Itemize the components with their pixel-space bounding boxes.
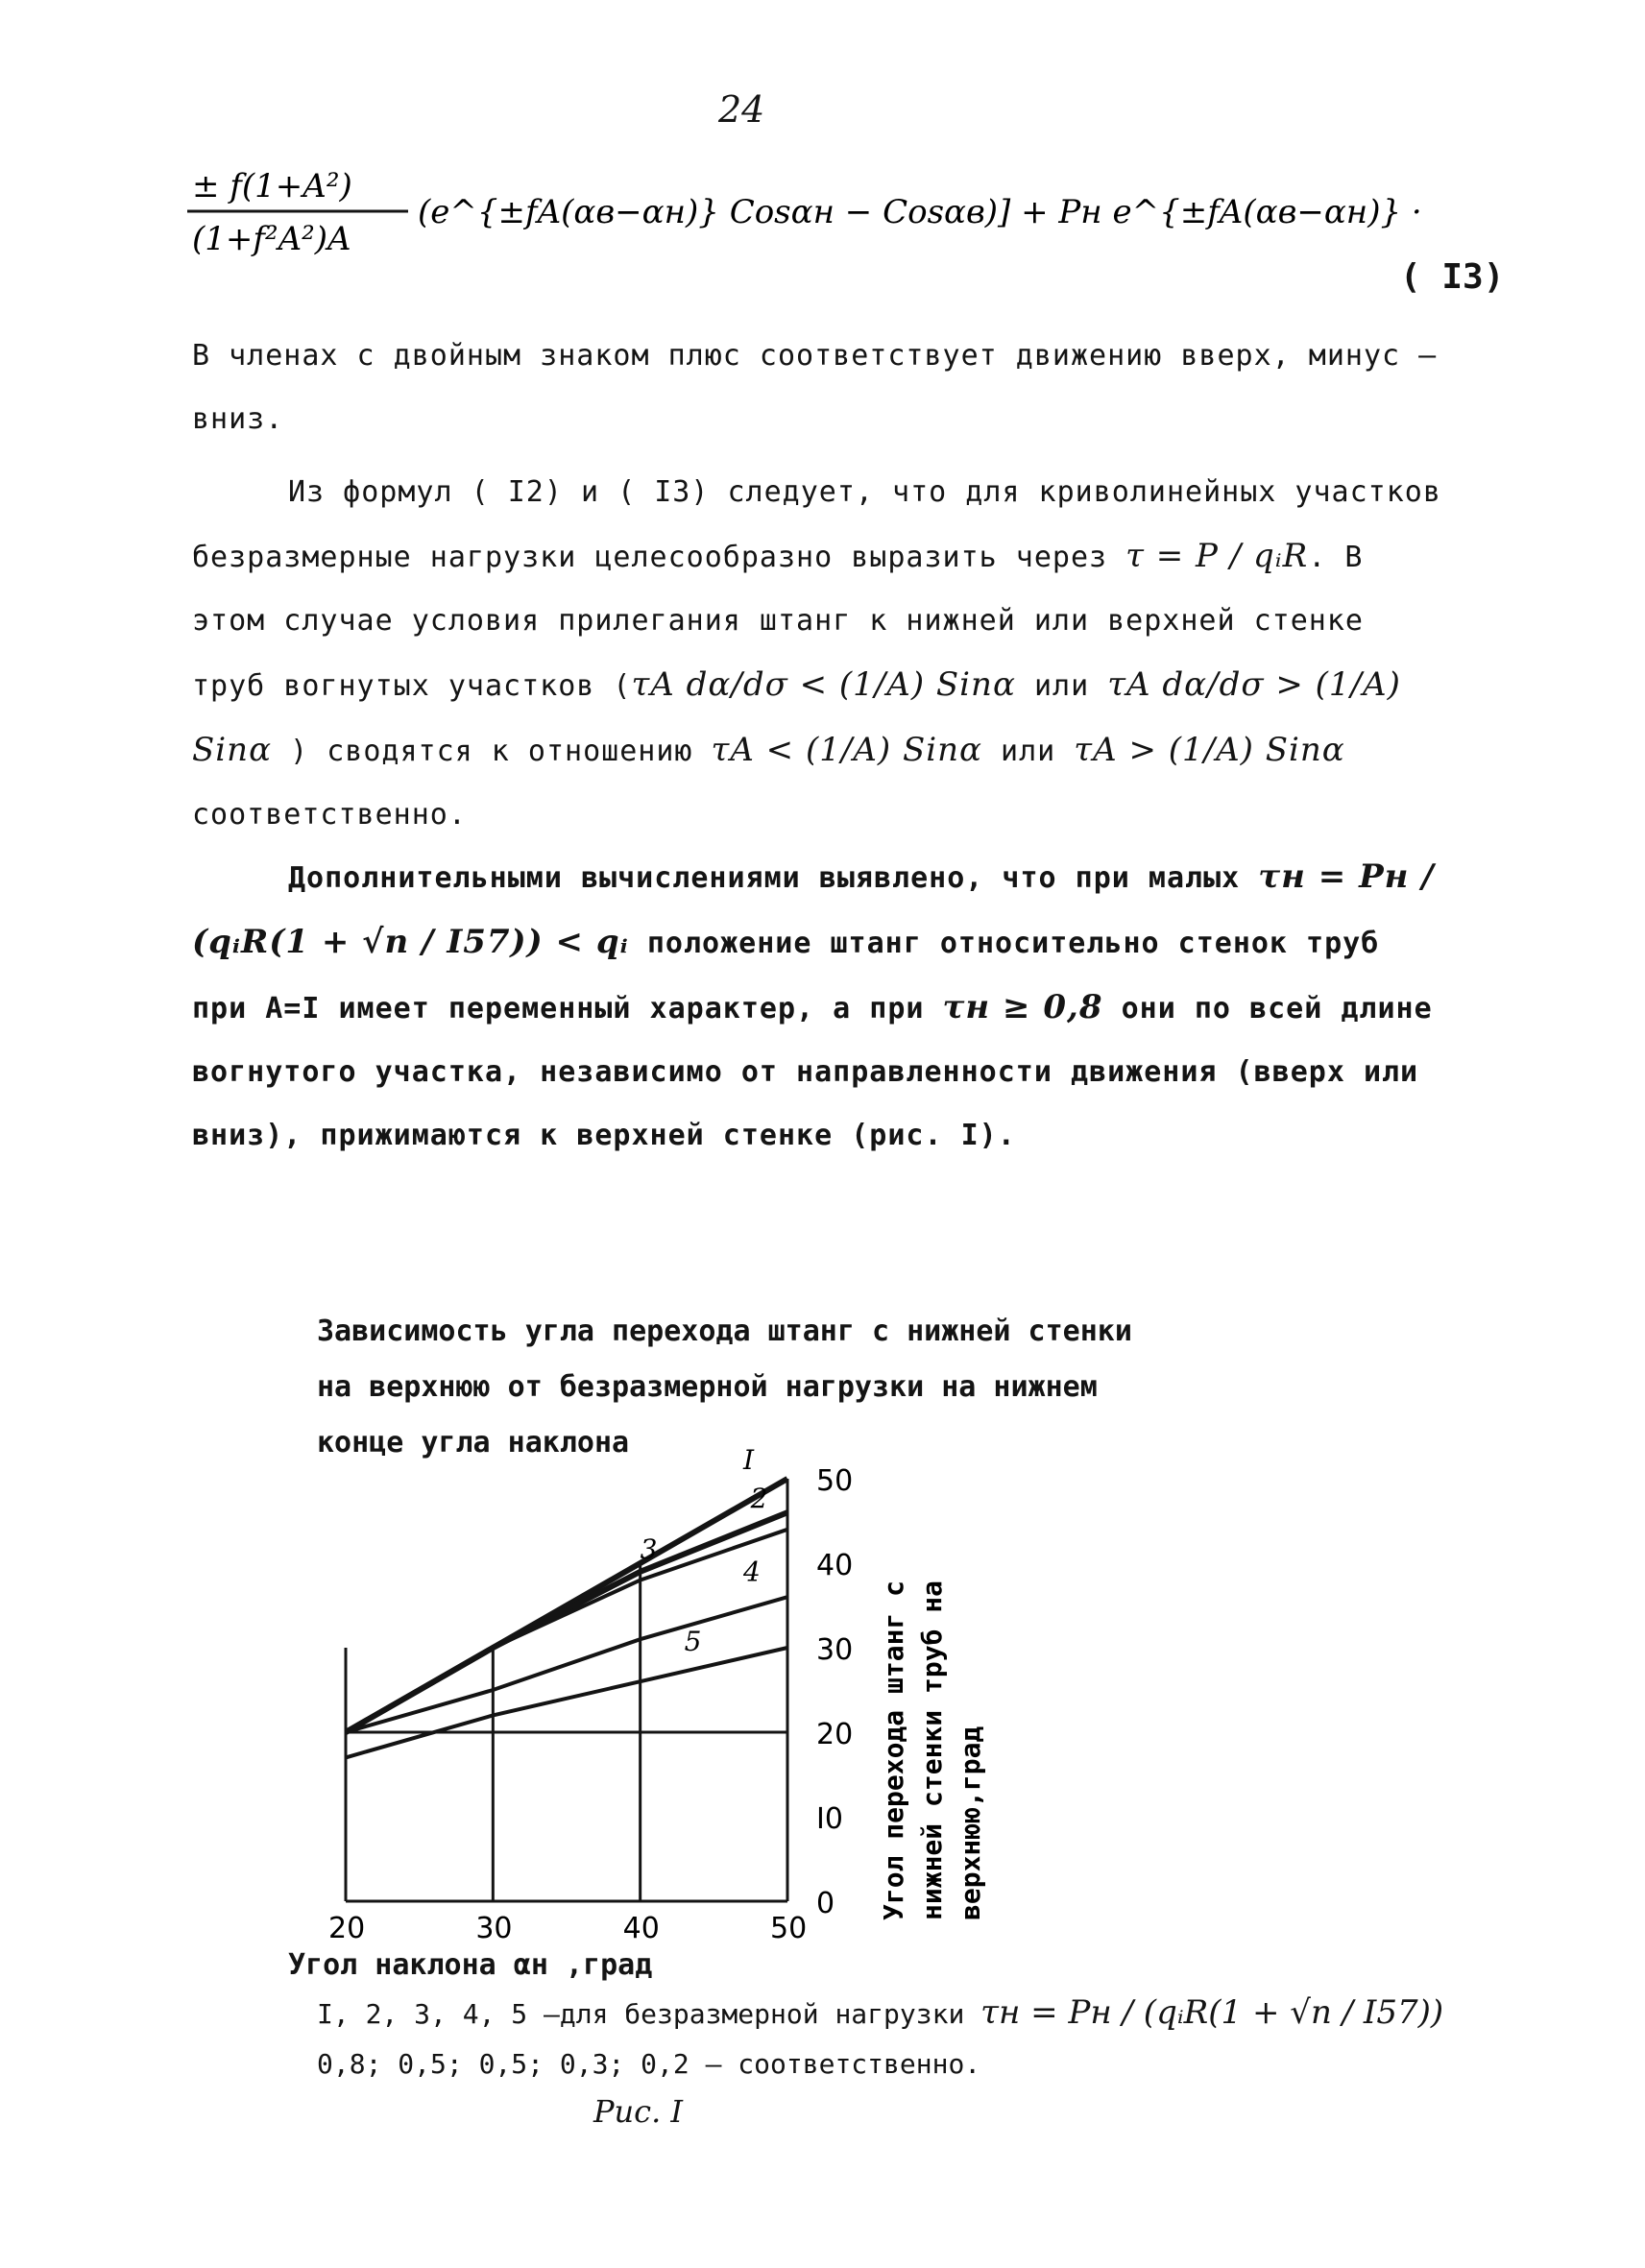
condition-3: τA < (1/A) Sinα (711, 731, 982, 769)
y-tick-label: 0 (816, 1887, 835, 1920)
paragraph-3-text-b: положение штанг относительно стенок труб при A=I имеет переменный характер, а при (192, 927, 1380, 1025)
tau-definition: τ = P / qᵢR (1125, 537, 1309, 575)
figure-chart (307, 1444, 1268, 1968)
legend-line-2: 0,8; 0,5; 0,5; 0,3; 0,2 – соответственно. (317, 2048, 981, 2080)
formula-13-drawing (182, 154, 1422, 298)
formula-body: (e^{±fA(αв−αн)} Cosαн − Cosαв)] + Pн e^{±fA(αв−αн)} · (418, 193, 1422, 231)
y-tick-label: 40 (816, 1549, 854, 1582)
y-tick-label: 20 (816, 1718, 854, 1751)
paragraph-2-text-b: . В этом случае условия прилегания штанг к нижней или верхней стенке труб вогнутых участков ( (192, 541, 1364, 703)
paragraph-2-text-f: соответственно. (192, 798, 467, 832)
y-axis-label-line: верхнюю,град (955, 1725, 986, 1920)
y-tick-label: 50 (816, 1464, 854, 1498)
figure-title-line-1: Зависимость угла перехода штанг с нижней стенки (317, 1315, 1132, 1348)
condition-1: τA dα/dσ < (1/A) Sinα (631, 665, 1016, 704)
series-label-5: 5 (684, 1625, 702, 1657)
paragraph-1: В членах с двойным знаком плюс соответствует движению вверх, минус – вниз. (192, 339, 1438, 436)
condition-2: τA dα/dσ > (1/A) Sinα (192, 665, 1401, 769)
y-axis-label (878, 1580, 986, 1920)
x-tick-label: 30 (475, 1912, 513, 1945)
paragraph-2-text-e: или (1001, 735, 1056, 768)
series-label-2: 2 (750, 1483, 768, 1515)
paragraph-2-text-a: Из формул ( I2) и ( I3) следует, что для криволинейных участков безразмерные нагрузки целесообразно выразить через (192, 475, 1441, 574)
series-label-4: 4 (743, 1556, 761, 1588)
figure-title-line-3: конце угла наклона (317, 1426, 630, 1460)
paragraph-2 (192, 461, 1450, 847)
paragraph-3-text-c: они по всей длине вогнутого участка, независимо от направленности движения (вверх или вниз), прижимаются к верхней стенке (рис. I). (192, 992, 1433, 1152)
figure-title-line-2: на верхнюю от безразмерной нагрузки на нижнем (317, 1370, 1098, 1404)
y-tick-label: I0 (816, 1802, 843, 1836)
chart-svg (307, 1444, 1268, 1968)
paragraph-2-text-c: или (1033, 669, 1090, 703)
equation-number: ( I3) (1400, 257, 1505, 297)
figure-label: Рис. I (593, 2093, 684, 2130)
series-label-3: 3 (640, 1533, 658, 1565)
series-label-I: I (743, 1444, 755, 1476)
paragraph-3 (192, 845, 1450, 1168)
legend-tau-formula: τн = Pн / (qᵢR(1 + √n / I57)) (980, 1993, 1444, 2032)
legend-line-1 (317, 1988, 1565, 2039)
formula-denominator: (1+f²A²)A (192, 220, 351, 258)
formula-13 (182, 154, 1422, 298)
tau-n-definition: τн = Pн / (qᵢR(1 + √n / I57)) < qᵢ (192, 857, 1435, 961)
tau-n-condition: τн ≥ 0,8 (942, 988, 1103, 1026)
x-tick-label: 50 (770, 1912, 808, 1945)
x-tick-label: 40 (622, 1912, 660, 1945)
page-number: 24 (718, 88, 765, 131)
formula-numerator: ± f(1+A²) (192, 167, 352, 205)
y-tick-label: 30 (816, 1633, 854, 1667)
x-axis-caption: Угол наклона αн ,град (288, 1948, 653, 1982)
x-tick-label: 20 (328, 1912, 366, 1945)
y-axis-label-line: Угол перехода штанг с (878, 1580, 909, 1920)
series-line-3 (346, 1530, 787, 1732)
figure-legend (317, 1988, 1565, 2089)
paragraph-2-text-d: ) сводятся к отношению (290, 735, 693, 768)
condition-4: τA > (1/A) Sinα (1074, 731, 1345, 769)
y-axis-label-line: нижней стенки труб на (916, 1580, 948, 1920)
figure-title (317, 1304, 1325, 1471)
paragraph-3-text-a: Дополнительными вычислениями выявлено, что при малых (288, 861, 1241, 895)
legend-line-1-text: I, 2, 3, 4, 5 –для безразмерной нагрузки (317, 1998, 965, 2030)
